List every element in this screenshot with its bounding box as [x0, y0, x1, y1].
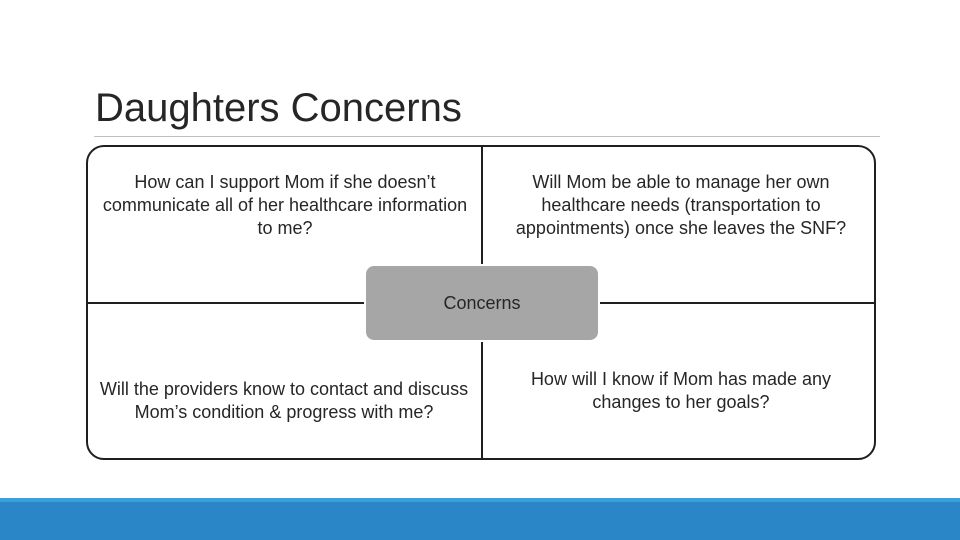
- horizontal-divider-left: [88, 302, 364, 304]
- slide-title: Daughters Concerns: [95, 86, 462, 130]
- horizontal-divider-right: [600, 302, 874, 304]
- quadrant-text-bottom-left: Will the providers know to contact and discuss Mom’s condition & progress with me?: [99, 379, 469, 422]
- vertical-divider-bottom: [481, 342, 483, 458]
- center-label: Concerns: [443, 292, 521, 313]
- quadrant-text-top-left: How can I support Mom if she doesn’t communicate all of her healthcare information to me?: [102, 171, 468, 238]
- quadrant-text-bottom-right: How will I know if Mom has made any changes to her goals?: [530, 369, 832, 412]
- quadrant-top-left: [100, 150, 470, 260]
- title-divider: [94, 136, 880, 137]
- footer-bar: [0, 502, 960, 540]
- vertical-divider-top: [481, 147, 483, 264]
- quadrant-text-top-right: Will Mom be able to manage her own healthcare needs (transportation to appointments) once she leaves the SNF?: [515, 171, 847, 238]
- quadrant-bottom-right: [500, 346, 862, 436]
- quadrant-bottom-left: [94, 346, 474, 456]
- center-concerns-box: [364, 264, 600, 342]
- quadrant-top-right: [494, 150, 868, 260]
